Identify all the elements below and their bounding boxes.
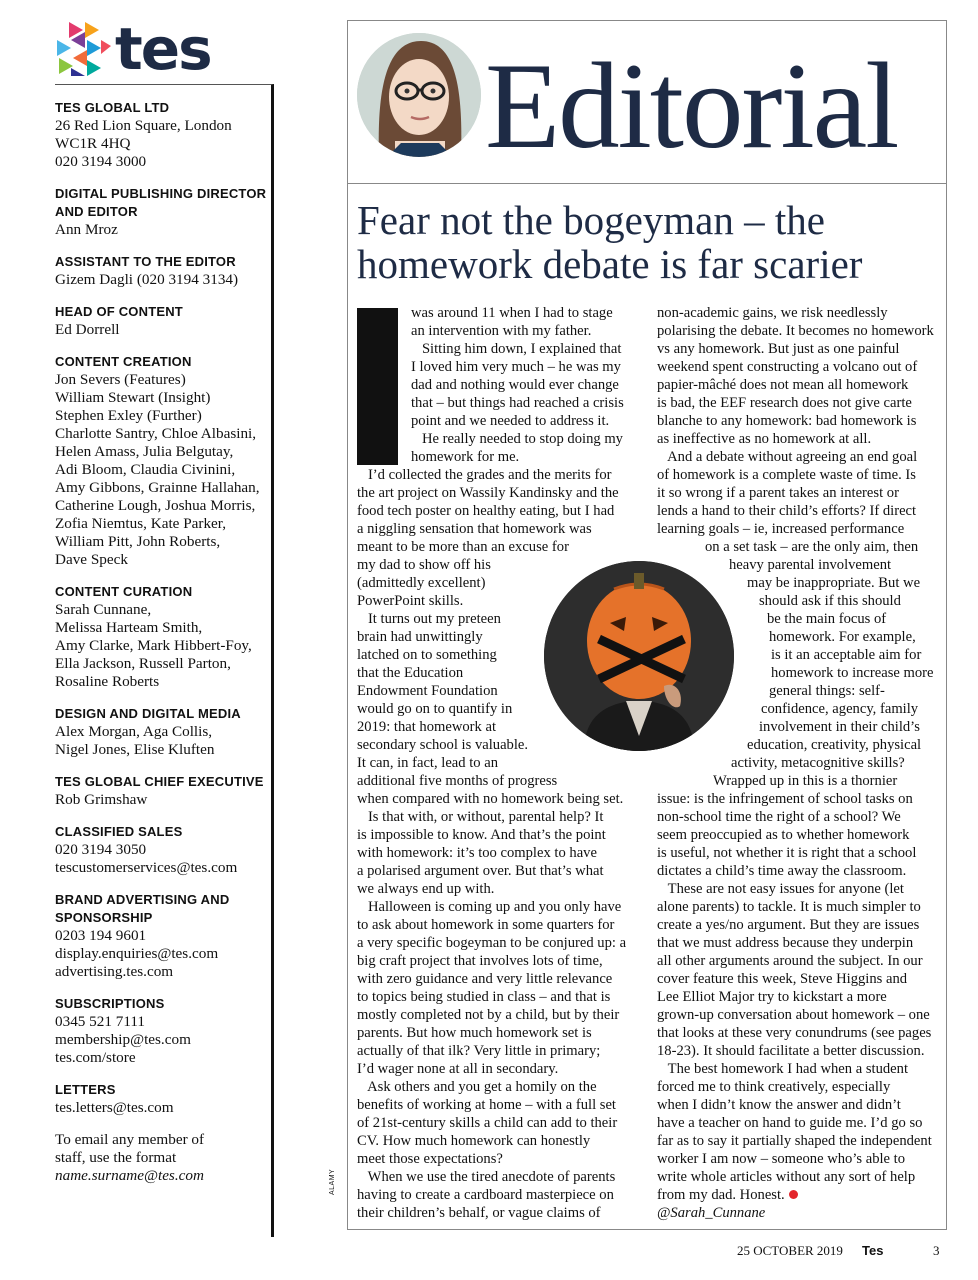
article-line: involvement in their child’s (759, 719, 920, 735)
masthead-section (55, 773, 271, 809)
masthead-line: Gizem Dagli (020 3194 3134) (55, 271, 239, 288)
article-line: is useful, not whether it is right that a school (657, 845, 917, 861)
article-line: These are not easy issues for anyone (let (657, 881, 904, 897)
masthead-section (55, 891, 271, 981)
masthead-heading: ASSISTANT TO THE EDITOR (55, 254, 236, 269)
article-column-1 (357, 304, 642, 1222)
article-column-2 (657, 304, 942, 1222)
article-line: general things: self- (769, 683, 885, 699)
article-line: benefits of working at home – with a full set (357, 1097, 616, 1113)
article-line: big craft project that involves lots of time, (357, 953, 603, 969)
masthead-line: membership@tes.com (55, 1031, 191, 1048)
article-line: to topics being studied in class – and that is (357, 989, 611, 1005)
article-line: PowerPoint skills. (357, 593, 464, 609)
article-line: secondary school is valuable. (357, 737, 529, 753)
article-line: actually of that ilk? Very little in primary; (357, 1043, 601, 1059)
article-line: is it an acceptable aim for (771, 647, 922, 663)
article-line: issue: is the infringement of school tasks on (657, 791, 913, 807)
article-line: vs any homework. But just as one painful (657, 341, 900, 357)
article-line: mostly completed not by a child, but by their (357, 1007, 620, 1023)
masthead-email-note (55, 1131, 271, 1185)
article-line: 2019: that homework at (357, 719, 497, 735)
article-line: that – but things had reached a crisis (411, 395, 624, 411)
masthead-line: Dave Speck (55, 551, 128, 568)
article-line: confidence, agency, family (761, 701, 919, 717)
article-line: that looks at these very conundrums (see pages (657, 1025, 932, 1041)
masthead-heading: TES GLOBAL CHIEF EXECUTIVE (55, 774, 264, 789)
article-line: Lee Elliot Major try to kickstart a more (657, 989, 887, 1005)
masthead-line: Alex Morgan, Aga Collis, (55, 723, 213, 740)
masthead-line: Amy Clarke, Mark Hibbert-Foy, (55, 637, 252, 654)
byline: @Sarah_Cunnane (657, 1205, 766, 1221)
article-line: Sitting him down, I explained that (411, 341, 622, 357)
article-line: Wrapped up in this is a thornier (713, 773, 898, 789)
masthead-line: Jon Severs (Features) (55, 371, 186, 388)
masthead-section (55, 353, 271, 569)
article-line: of homework is a complete waste of time. Is (657, 467, 916, 483)
article-line: meant to be more than an excuse for (357, 539, 569, 555)
article-line: I’d collected the grades and the merits for (357, 467, 612, 483)
article-line: The best homework I had when a student (657, 1061, 909, 1077)
article-line: with zero guidance and very little relevance (357, 971, 613, 987)
article-line: would go on to quantify in (357, 701, 513, 717)
article-line: I loved him very much – he was my (411, 359, 621, 375)
article-line: create a yes/no argument. But they are issues (657, 917, 920, 933)
article-line: should ask if this should (759, 593, 901, 609)
masthead-heading: LETTERS (55, 1082, 116, 1097)
masthead-line: WC1R 4HQ (55, 135, 131, 152)
masthead-section (55, 705, 271, 759)
article-line: that the Education (357, 665, 464, 681)
page-number: 3 (933, 1243, 940, 1258)
masthead-line: Melissa Harteam Smith, (55, 619, 203, 636)
masthead-line: Rob Grimshaw (55, 791, 148, 808)
article-line: latched on to something (357, 647, 497, 663)
masthead-heading: DESIGN AND DIGITAL MEDIA (55, 706, 241, 721)
article-line: He really needed to stop doing my (411, 431, 623, 447)
article-line: When we use the tired anecdote of parents (357, 1169, 616, 1185)
article-line: non-academic gains, we risk needlessly (657, 305, 888, 321)
article-line: Halloween is coming up and you only have (357, 899, 622, 915)
masthead-line: 020 3194 3050 (55, 841, 147, 858)
article-line: meet those expectations? (357, 1151, 503, 1167)
end-mark-icon (789, 1190, 798, 1199)
article-line: an intervention with my father. (411, 323, 592, 339)
masthead-line: tes.letters@tes.com (55, 1099, 174, 1116)
photo-credit: ALAMY (329, 1168, 336, 1195)
article-line: food tech poster on healthy eating, but I had (357, 503, 615, 519)
footer-brand: Tes (862, 1243, 884, 1258)
masthead-section (55, 99, 271, 171)
masthead-line: Helen Amass, Julia Belgutay, (55, 443, 234, 460)
article-line: all other arguments around the subject. In our (657, 953, 923, 969)
masthead-line: tescustomerservices@tes.com (55, 859, 238, 876)
article-line: may be inappropriate. But we (747, 575, 921, 591)
masthead-line: 26 Red Lion Square, London (55, 117, 232, 134)
author-portrait (357, 33, 481, 157)
article-line: Is that with, or without, parental help? It (357, 809, 604, 825)
masthead-line: 0203 194 9601 (55, 927, 147, 944)
masthead-line: William Pitt, John Roberts, (55, 533, 221, 550)
masthead-line: Stephen Exley (Further) (55, 407, 202, 424)
article-line: polarising the debate. It becomes no homework (657, 323, 934, 339)
article-line: point and we needed to address it. (411, 413, 610, 429)
article-line: having to create a cardboard masterpiece on (357, 1187, 614, 1203)
article-line: heavy parental involvement (729, 557, 892, 573)
masthead-line: 020 3194 3000 (55, 153, 147, 170)
masthead-line: Zofia Niemtus, Kate Parker, (55, 515, 227, 532)
article-line: papier-mâché does not mean all homework (657, 377, 909, 393)
article-line: is impossible to know. And that’s the point (357, 827, 606, 843)
masthead-line: Nigel Jones, Elise Kluften (55, 741, 215, 758)
article-line: dictates a child’s time away the classroom. (657, 863, 907, 879)
pumpkin-head-photo (544, 561, 734, 751)
masthead-line: advertising.tes.com (55, 963, 174, 980)
article-line: brain had unwittingly (357, 629, 483, 645)
article-line: a very specific bogeyman to be conjured up: a (357, 935, 627, 951)
article-line: when I didn’t know the answer and didn’t (657, 1097, 901, 1113)
masthead-line: Rosaline Roberts (55, 673, 160, 690)
article-line: when compared with no homework being set. (357, 791, 624, 807)
footer-date: 25 OCTOBER 2019 (737, 1243, 843, 1258)
article-line: It turns out my preteen (357, 611, 501, 627)
article-line: non-school time the right of a school? We (657, 809, 901, 825)
article-line: on a set task – are the only aim, then (705, 539, 919, 555)
article-line: homework to increase more (771, 665, 934, 681)
article-line: a niggling sensation that homework was (357, 521, 592, 537)
article-line: from my dad. Honest. (657, 1187, 785, 1203)
article-line: 18-23). It should facilitate a better discussion. (657, 1043, 925, 1059)
masthead-heading: CONTENT CURATION (55, 584, 193, 599)
masthead-heading: TES GLOBAL LTD (55, 100, 170, 115)
tes-logo (55, 15, 225, 83)
article-line: grown-up conversation about homework – one (657, 1007, 930, 1023)
article-line: be the main focus of (767, 611, 887, 627)
masthead-heading: DIGITAL PUBLISHING DIRECTOR AND EDITOR (55, 186, 267, 219)
masthead-heading: CONTENT CREATION (55, 354, 192, 369)
article-line: CV. How much homework can honestly (357, 1133, 591, 1149)
masthead (55, 84, 274, 1237)
article-line: that we must address because they underpin (657, 935, 914, 951)
article-line: learning goals – ie, increased performance (657, 521, 905, 537)
masthead-heading: CLASSIFIED SALES (55, 824, 183, 839)
article-line: education, creativity, physical (747, 737, 922, 753)
masthead-section (55, 995, 271, 1067)
masthead-line: 0345 521 7111 (55, 1013, 145, 1030)
article-line: And a debate without agreeing an end goal (657, 449, 918, 465)
masthead-section (55, 303, 271, 339)
masthead-section (55, 583, 271, 691)
tes-logo-text: tes (115, 15, 211, 83)
masthead-heading: BRAND ADVERTISING AND SPONSORSHIP (55, 892, 230, 925)
article-line: we always end up with. (357, 881, 495, 897)
article-line: was around 11 when I had to stage (411, 305, 613, 321)
masthead-section (55, 185, 271, 239)
masthead-section (55, 1081, 271, 1117)
article-line: is bad, the EEF research does not give carte (657, 395, 912, 411)
masthead-heading: HEAD OF CONTENT (55, 304, 183, 319)
article-line: (admittedly excellent) (357, 575, 486, 591)
masthead-note-line: staff, use the format (55, 1149, 177, 1166)
article-line: Ask others and you get a homily on the (357, 1079, 597, 1095)
article-line: activity, metacognitive skills? (731, 755, 905, 771)
masthead-line: Ann Mroz (55, 221, 118, 238)
article-line: dad and nothing would ever change (411, 377, 619, 393)
article-line: seem preoccupied as to whether homework (657, 827, 910, 843)
masthead-section (55, 253, 271, 289)
article-line: homework for me. (411, 449, 520, 465)
masthead-line: William Stewart (Insight) (55, 389, 211, 406)
article-line: far as to say it partially shaped the independent (657, 1133, 932, 1149)
masthead-line: Amy Gibbons, Grainne Hallahan, (55, 479, 260, 496)
article-line: cover feature this week, Steve Higgins and (657, 971, 908, 987)
masthead-line: Catherine Lough, Joshua Morris, (55, 497, 256, 514)
article-line: write whole articles without any sort of help (657, 1169, 916, 1185)
masthead-line: Sarah Cunnane, (55, 601, 152, 618)
article-line: Endowment Foundation (357, 683, 498, 699)
tes-logo-mark-icon (55, 20, 113, 78)
article-line: alone parents) to tackle. It is much simpler to (657, 899, 921, 915)
article-line: as ineffective as no homework at all. (657, 431, 872, 447)
masthead-section (55, 823, 271, 877)
article-line: with homework: it’s too complex to have (357, 845, 597, 861)
article-line: their children’s behalf, or vague claims of (357, 1205, 601, 1221)
article-line: to ask about homework in some quarters for (357, 917, 615, 933)
masthead-line: Charlotte Santry, Chloe Albasini, (55, 425, 257, 442)
article-line: additional five months of progress (357, 773, 558, 789)
article-line: I’d wager none at all in secondary. (357, 1061, 559, 1077)
headline: Fear not the bogeyman – the homework debate is far scarier (357, 197, 863, 287)
email-format: name.surname@tes.com (55, 1167, 204, 1184)
article-line: a polarised argument over. But that’s what (357, 863, 604, 879)
article-line: forced me to think creatively, especially (657, 1079, 891, 1095)
masthead-line: tes.com/store (55, 1049, 136, 1066)
masthead-line: display.enquiries@tes.com (55, 945, 219, 962)
article-line: lends a hand to their child’s efforts? If direct (657, 503, 917, 519)
section-title: Editorial (485, 37, 898, 174)
article-line: parents. But how much homework set is (357, 1025, 592, 1041)
masthead-line: Ella Jackson, Russell Parton, (55, 655, 231, 672)
article-line: weekend spent constructing a volcano out of (657, 359, 918, 375)
article-line: blanche to any homework: bad homework is (657, 413, 917, 429)
masthead-note-line: To email any member of (55, 1131, 205, 1148)
article-line: the art project on Wassily Kandinsky and the (357, 485, 619, 501)
masthead-heading: SUBSCRIPTIONS (55, 996, 165, 1011)
article-line: my dad to show off his (357, 557, 491, 573)
article-line: it so wrong if a parent takes an interest or (657, 485, 899, 501)
article-line: have a teacher on hand to guide me. I’d go so (657, 1115, 923, 1131)
article-line: of 21st-century skills a child can add to their (357, 1115, 618, 1131)
article-line: worker I am now – someone who’s able to (657, 1151, 906, 1167)
article-line: It can, in fact, lead to an (357, 755, 499, 771)
article-line: homework. For example, (769, 629, 916, 645)
masthead-line: Ed Dorrell (55, 321, 120, 338)
masthead-line: Adi Bloom, Claudia Civinini, (55, 461, 236, 478)
